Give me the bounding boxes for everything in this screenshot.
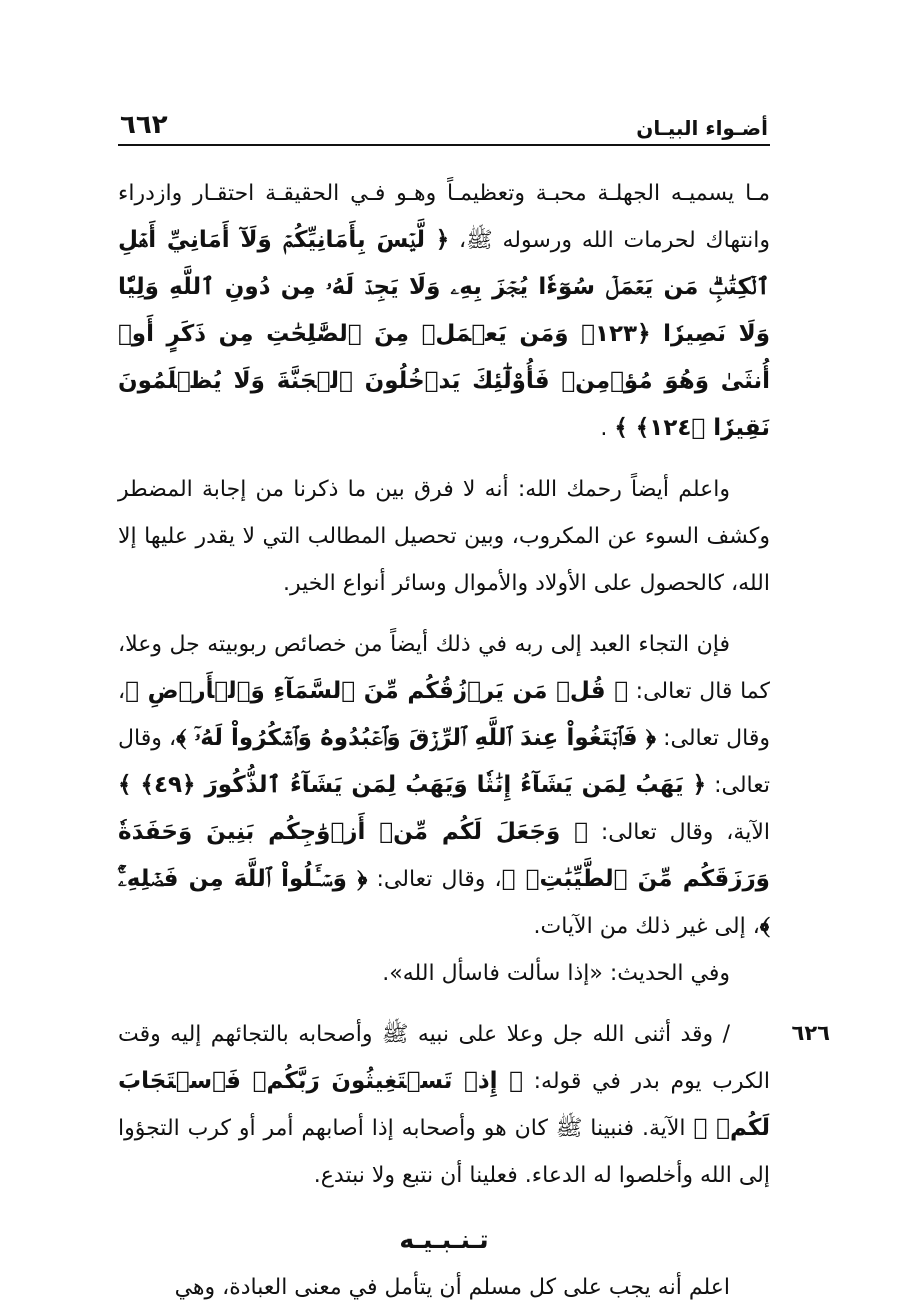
quran-verse: ﴿ فَٱبۡتَغُواْ عِندَ ٱللَّهِ ٱلرِّزۡقَ وَٱعۡبُدُوهُ وَٱشۡكُرُواْ لَهُۥٓ ﴾ bbox=[176, 725, 656, 751]
paragraph-block bbox=[118, 950, 770, 997]
paragraph-block bbox=[118, 1011, 830, 1199]
paragraph-block bbox=[118, 466, 770, 607]
book-page bbox=[118, 100, 830, 1311]
paragraph-2 bbox=[118, 466, 770, 607]
paragraph-text: . bbox=[600, 416, 615, 441]
paragraph-1 bbox=[118, 170, 770, 452]
paragraph-text: فإن التجاء العبد إلى ربه في ذلك أيضاً من خصائص ربوبيته جل وعلا، كما قال تعالى: bbox=[118, 632, 770, 704]
page-number: ٦٦٢ bbox=[120, 110, 168, 140]
quran-verse: ﴿ قُلۡ مَن يَرۡزُقُكُم مِّنَ ٱلسَّمَآءِ وَٱلۡأَرۡضِ ﴾ bbox=[125, 678, 628, 704]
paragraph-text: / وقد أثنى الله جل وعلا على نبيه ﷺ وأصحابه بالتجائهم إليه وقت الكرب يوم بدر في قوله: bbox=[118, 1022, 770, 1094]
paragraph-text: الآية، وقال تعالى: bbox=[587, 820, 770, 845]
paragraph-text: الآية. فنبينا ﷺ كان هو وأصحابه إذا أصابهم أمر أو كرب التجؤوا إلى الله وأخلصوا له الدعاء. فعلينا أن نتبع ولا نبتدع. bbox=[118, 1116, 770, 1188]
quran-verse: ﴿ يَهَبُ لِمَن يَشَآءُ إِنَٰثٗا وَيَهَبُ لِمَن يَشَآءُ ٱلذُّكُورَ ﴿٤٩﴾ ﴾ bbox=[118, 772, 707, 798]
page-header bbox=[118, 100, 770, 146]
quran-verse: ﴿ لَّيۡسَ بِأَمَانِيِّكُمۡ وَلَآ أَمَانِيِّ أَهۡلِ ٱلۡكِتَٰبِۗ مَن يَعۡمَلۡ سُوٓءٗا يُجۡزَ بِهِۦ وَلَا يَجِدۡ لَهُۥ مِن دُونِ ٱللَّهِ وَلِيّٗا وَلَا نَصِيرٗا ﴿١٢٣﴾ وَمَن يَعۡمَلۡ مِنَ ٱلصَّٰلِحَٰتِ مِن ذَكَرٍ أَوۡ أُنثَىٰ وَهُوَ مُؤۡمِنٞ فَأُوْلَٰٓئِكَ يَدۡخُلُونَ ٱلۡجَنَّةَ وَلَا يُظۡلَمُونَ نَقِيرٗا ﴿١٢٤﴾ ﴾ bbox=[118, 227, 770, 441]
final-paragraph: اعلم أنه يجب على كل مسلم أن يتأمل في معنى العبادة، وهي bbox=[174, 1275, 730, 1300]
paragraph-text: مـا يسميـه الجهلـة محبـة وتعظيمـاً وهـو فـي الحقيقـة احتقـار وازدراء وانتهاك لحرمات الله ورسوله ﷺ، bbox=[118, 181, 770, 253]
paragraph-text: ، وقال تعالى: bbox=[367, 867, 502, 892]
paragraph-3 bbox=[118, 621, 770, 950]
paragraph-text: ، وقال تعالى: bbox=[118, 679, 770, 751]
paragraph-5 bbox=[118, 1011, 770, 1199]
paragraph-text: ، إلى غير ذلك من الآيات. bbox=[533, 914, 760, 939]
paragraph-block bbox=[118, 170, 770, 452]
margin-reference-number: ٦٢٦ bbox=[791, 1021, 830, 1045]
quran-verse: ﴿ وَسۡـَٔلُواْ ٱللَّهَ مِن فَضۡلِهِۦٓۚ ﴾ bbox=[118, 866, 770, 939]
paragraph-4 bbox=[118, 950, 770, 997]
page-body bbox=[118, 170, 830, 1311]
paragraph-text: واعلم أيضاً رحمك الله: أنه لا فرق بين ما ذكرنا من إجابة المضطر وكشف السوء عن المكروب، وبين تحصيل المطالب التي لا يقدر عليها إلا الله، كالحصول على الأولاد والأموال وسائر أنواع الخير. bbox=[118, 477, 770, 596]
quran-verse: ﴿ إِذۡ تَسۡتَغِيثُونَ رَبَّكُمۡ فَٱسۡتَجَابَ لَكُمۡ ﴾ bbox=[118, 1068, 770, 1141]
paragraph-text: ، وقال تعالى: bbox=[118, 726, 770, 798]
running-title: أضـواء البيـان bbox=[636, 116, 768, 140]
paragraph-text: وفي الحديث: «إذا سألت فاسأل الله». bbox=[382, 961, 730, 986]
section-heading: تـنـبـيـه bbox=[399, 1225, 489, 1254]
quran-verse: ﴿ وَجَعَلَ لَكُم مِّنۡ أَزۡوَٰجِكُم بَنِينَ وَحَفَدَةٗ وَرَزَقَكُم مِّنَ ٱلطَّيِّبَٰتِۚ ﴾ bbox=[118, 819, 770, 892]
paragraph-block bbox=[118, 621, 770, 950]
